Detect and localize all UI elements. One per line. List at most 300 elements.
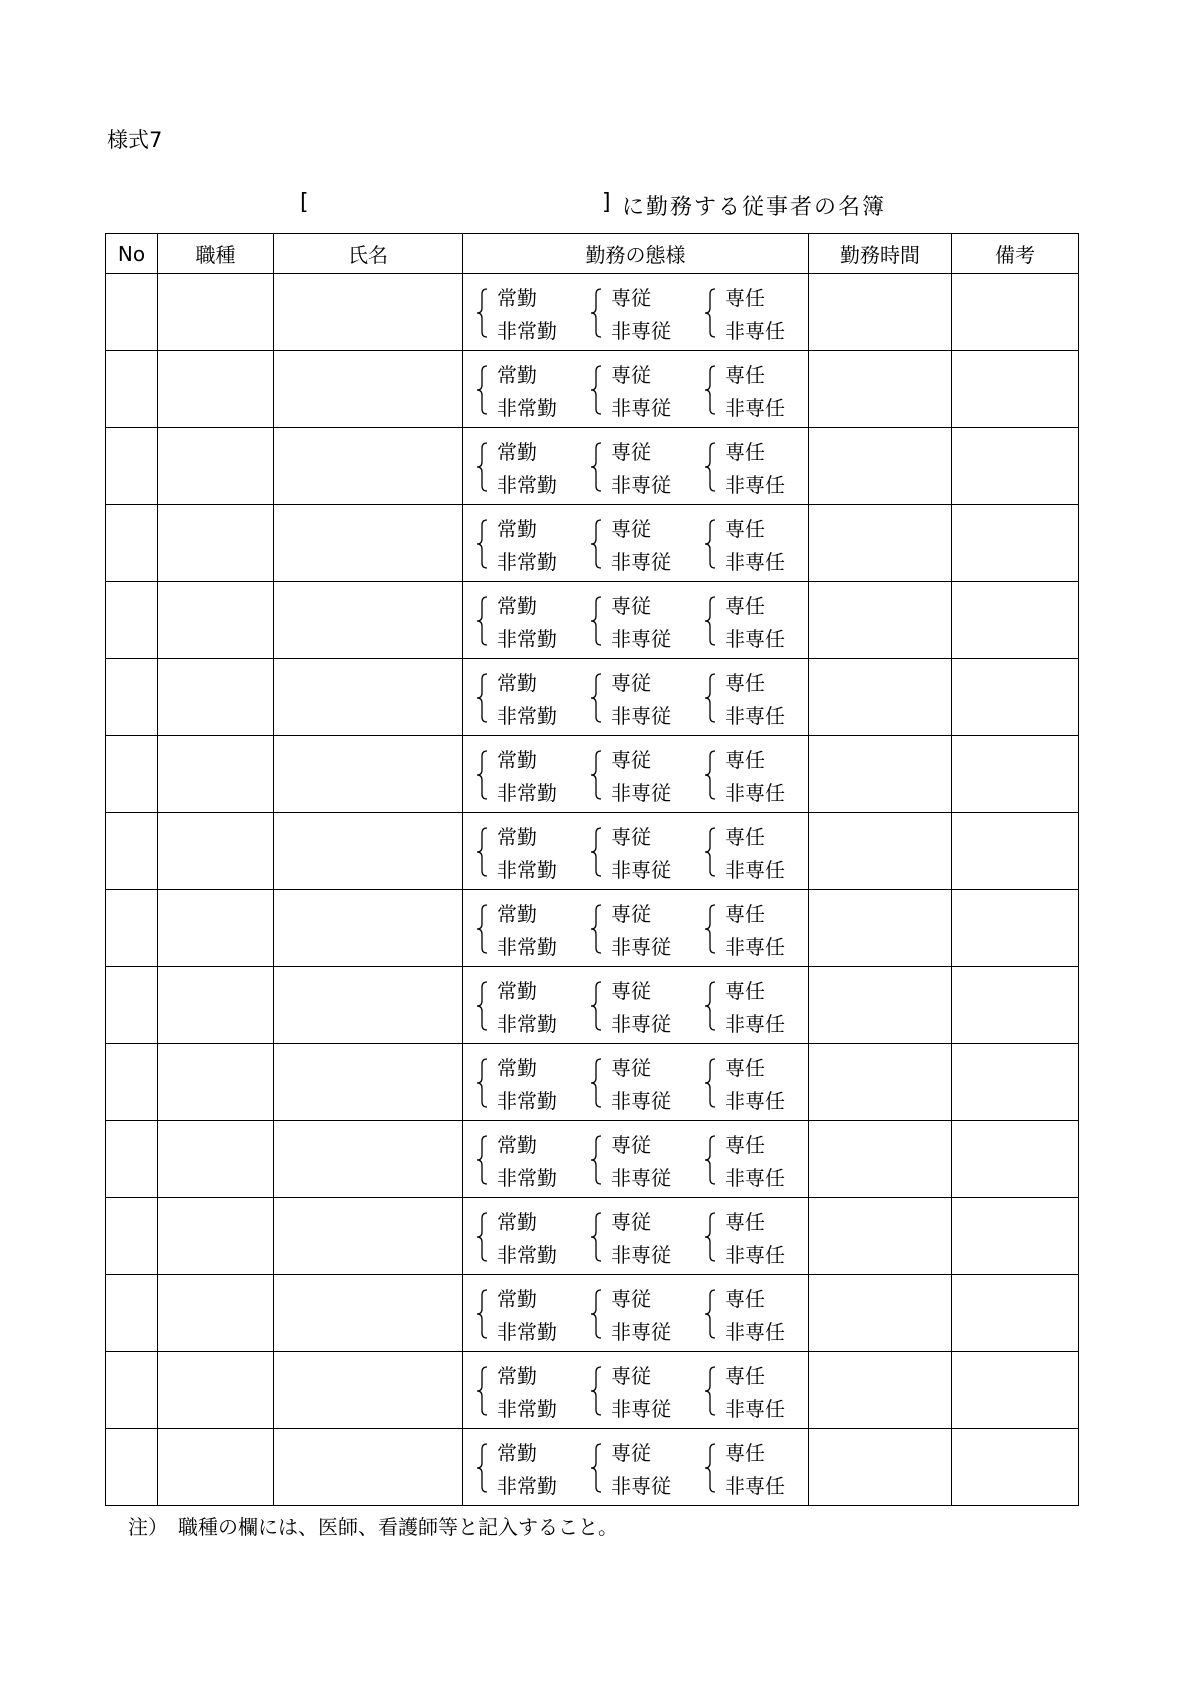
cell-work-mode [463,1275,809,1352]
cell-no[interactable] [106,274,158,351]
work-mode-option-top: 専任 [725,1441,765,1465]
cell-name[interactable] [274,890,463,967]
curly-brace-icon [701,515,721,573]
table-row [106,1121,1079,1198]
work-mode-option-bottom: 非常勤 [497,1089,557,1113]
work-mode-option-bottom: 非常勤 [497,1320,557,1344]
work-mode-option-bottom: 非専従 [611,1474,671,1498]
curly-brace-icon [587,361,607,419]
work-mode-option-bottom: 非専従 [611,1012,671,1036]
work-mode-choice-3 [701,1129,801,1189]
work-mode-choice-2 [587,359,687,419]
work-mode-choice-3 [701,590,801,650]
cell-no[interactable] [106,582,158,659]
header-remarks: 備考 [952,234,1079,274]
curly-brace-icon [587,900,607,958]
work-mode-option-top: 専従 [611,671,651,695]
cell-name[interactable] [274,1121,463,1198]
cell-no[interactable] [106,967,158,1044]
work-mode-option-bottom: 非専従 [611,704,671,728]
work-mode-option-top: 常勤 [497,440,537,464]
cell-work-hours[interactable] [809,1429,952,1506]
curly-brace-icon [701,1131,721,1189]
table-row [106,274,1079,351]
work-mode-option-top: 専従 [611,517,651,541]
curly-brace-icon [587,1362,607,1420]
cell-work-mode [463,967,809,1044]
work-mode-option-bottom: 非常勤 [497,319,557,343]
cell-name[interactable] [274,736,463,813]
cell-work-mode [463,813,809,890]
work-mode-option-bottom: 非専従 [611,1320,671,1344]
cell-work-hours[interactable] [809,890,952,967]
cell-name[interactable] [274,428,463,505]
work-mode-option-bottom: 非専任 [725,704,785,728]
cell-job-type[interactable] [158,351,274,428]
work-mode-option-top: 専従 [611,286,651,310]
curly-brace-icon [701,1054,721,1112]
work-mode-choice-3 [701,1052,801,1112]
curly-brace-icon [587,592,607,650]
cell-remarks[interactable] [952,967,1079,1044]
work-mode-option-bottom: 非専任 [725,1243,785,1267]
work-mode-option-top: 常勤 [497,1364,537,1388]
work-mode-option-top: 専従 [611,748,651,772]
curly-brace-icon [701,438,721,496]
work-mode-option-bottom: 非専任 [725,1089,785,1113]
cell-job-type[interactable] [158,1121,274,1198]
work-mode-option-bottom: 非専従 [611,627,671,651]
work-mode-choice-1 [473,975,573,1035]
curly-brace-icon [473,977,493,1035]
cell-job-type[interactable] [158,428,274,505]
cell-work-hours[interactable] [809,505,952,582]
curly-brace-icon [587,823,607,881]
cell-name[interactable] [274,582,463,659]
curly-brace-icon [587,669,607,727]
cell-work-mode [463,274,809,351]
table-row [106,351,1079,428]
work-mode-option-top: 専任 [725,902,765,926]
curly-brace-icon [701,592,721,650]
work-mode-option-top: 常勤 [497,1210,537,1234]
work-mode-option-top: 常勤 [497,748,537,772]
cell-work-mode [463,582,809,659]
table-row [106,736,1079,813]
cell-work-hours[interactable] [809,1198,952,1275]
table-row [106,1429,1079,1506]
work-mode-option-top: 専従 [611,1133,651,1157]
work-mode-option-bottom: 非専従 [611,781,671,805]
cell-work-mode [463,505,809,582]
work-mode-option-bottom: 非専任 [725,627,785,651]
cell-work-mode [463,1352,809,1429]
work-mode-choice-3 [701,821,801,881]
curly-brace-icon [587,438,607,496]
work-mode-option-bottom: 非常勤 [497,1012,557,1036]
work-mode-option-top: 常勤 [497,902,537,926]
cell-work-mode [463,659,809,736]
work-mode-option-top: 専従 [611,1441,651,1465]
work-mode-option-bottom: 非専任 [725,1166,785,1190]
cell-job-type[interactable] [158,1352,274,1429]
cell-name[interactable] [274,1198,463,1275]
curly-brace-icon [473,1439,493,1497]
work-mode-option-top: 専任 [725,1210,765,1234]
cell-remarks[interactable] [952,890,1079,967]
curly-brace-icon [701,823,721,881]
work-mode-option-top: 専任 [725,1287,765,1311]
table-row [106,813,1079,890]
work-mode-choice-3 [701,667,801,727]
cell-name[interactable] [274,1275,463,1352]
curly-brace-icon [587,746,607,804]
title-open-bracket: [ [300,190,309,215]
cell-work-hours[interactable] [809,274,952,351]
cell-work-mode [463,351,809,428]
cell-work-mode [463,428,809,505]
work-mode-choice-1 [473,744,573,804]
work-mode-choice-2 [587,1129,687,1189]
work-mode-choice-2 [587,898,687,958]
cell-work-hours[interactable] [809,1275,952,1352]
cell-remarks[interactable] [952,1198,1079,1275]
table-row [106,1275,1079,1352]
cell-job-type[interactable] [158,813,274,890]
work-mode-choice-2 [587,282,687,342]
cell-job-type[interactable] [158,1198,274,1275]
cell-no[interactable] [106,813,158,890]
work-mode-option-bottom: 非専任 [725,1397,785,1421]
header-name: 氏名 [274,234,463,274]
curly-brace-icon [587,1131,607,1189]
work-mode-choice-1 [473,436,573,496]
cell-work-mode [463,1044,809,1121]
work-mode-option-bottom: 非常勤 [497,1474,557,1498]
work-mode-choice-3 [701,513,801,573]
work-mode-option-bottom: 非専任 [725,1474,785,1498]
work-mode-choice-1 [473,1437,573,1497]
table-header-row [106,234,1079,274]
curly-brace-icon [701,284,721,342]
cell-job-type[interactable] [158,659,274,736]
cell-job-type[interactable] [158,967,274,1044]
table-body [106,274,1079,1506]
curly-brace-icon [473,823,493,881]
header-work-hours: 勤務時間 [809,234,952,274]
work-mode-choice-2 [587,667,687,727]
curly-brace-icon [473,1285,493,1343]
cell-no[interactable] [106,1275,158,1352]
table-row [106,582,1079,659]
cell-remarks[interactable] [952,1352,1079,1429]
work-mode-choice-2 [587,590,687,650]
work-mode-option-top: 常勤 [497,979,537,1003]
curly-brace-icon [701,1285,721,1343]
cell-job-type[interactable] [158,890,274,967]
curly-brace-icon [473,361,493,419]
work-mode-option-bottom: 非専任 [725,935,785,959]
cell-no[interactable] [106,505,158,582]
work-mode-choice-1 [473,1283,573,1343]
curly-brace-icon [701,1208,721,1266]
work-mode-option-bottom: 非常勤 [497,858,557,882]
cell-job-type[interactable] [158,1044,274,1121]
work-mode-choice-1 [473,667,573,727]
cell-name[interactable] [274,351,463,428]
curly-brace-icon [701,1362,721,1420]
cell-work-hours[interactable] [809,582,952,659]
work-mode-choice-3 [701,1283,801,1343]
cell-name[interactable] [274,813,463,890]
work-mode-option-top: 常勤 [497,1056,537,1080]
cell-no[interactable] [106,351,158,428]
cell-job-type[interactable] [158,1429,274,1506]
work-mode-option-bottom: 非専任 [725,319,785,343]
cell-work-mode [463,1121,809,1198]
work-mode-option-bottom: 非専従 [611,858,671,882]
work-mode-option-top: 常勤 [497,1287,537,1311]
work-mode-option-top: 専任 [725,363,765,387]
cell-job-type[interactable] [158,505,274,582]
work-mode-option-top: 常勤 [497,825,537,849]
cell-work-mode [463,736,809,813]
work-mode-choice-1 [473,821,573,881]
cell-work-hours[interactable] [809,813,952,890]
cell-name[interactable] [274,1044,463,1121]
work-mode-option-bottom: 非常勤 [497,627,557,651]
cell-no[interactable] [106,659,158,736]
work-mode-choice-1 [473,1360,573,1420]
work-mode-choice-3 [701,436,801,496]
cell-remarks[interactable] [952,659,1079,736]
cell-remarks[interactable] [952,1429,1079,1506]
cell-job-type[interactable] [158,736,274,813]
curly-brace-icon [473,1362,493,1420]
cell-work-mode [463,1429,809,1506]
cell-job-type[interactable] [158,1275,274,1352]
work-mode-option-top: 専任 [725,979,765,1003]
work-mode-choice-3 [701,282,801,342]
work-mode-option-top: 専任 [725,1364,765,1388]
work-mode-option-bottom: 非専従 [611,319,671,343]
cell-name[interactable] [274,967,463,1044]
curly-brace-icon [473,1054,493,1112]
cell-remarks[interactable] [952,351,1079,428]
cell-remarks[interactable] [952,1121,1079,1198]
cell-name[interactable] [274,274,463,351]
curly-brace-icon [587,1439,607,1497]
curly-brace-icon [473,438,493,496]
work-mode-choice-2 [587,436,687,496]
curly-brace-icon [587,1208,607,1266]
work-mode-option-top: 専任 [725,748,765,772]
work-mode-option-bottom: 非専従 [611,1089,671,1113]
work-mode-choice-1 [473,513,573,573]
work-mode-option-top: 専任 [725,1133,765,1157]
cell-no[interactable] [106,1044,158,1121]
curly-brace-icon [473,515,493,573]
work-mode-option-top: 常勤 [497,286,537,310]
work-mode-option-bottom: 非専任 [725,473,785,497]
cell-work-hours[interactable] [809,1044,952,1121]
cell-name[interactable] [274,1352,463,1429]
work-mode-option-bottom: 非専従 [611,935,671,959]
cell-no[interactable] [106,428,158,505]
work-mode-choice-2 [587,744,687,804]
work-mode-option-bottom: 非常勤 [497,1166,557,1190]
work-mode-option-top: 常勤 [497,594,537,618]
work-mode-option-top: 専従 [611,1364,651,1388]
work-mode-option-top: 専任 [725,594,765,618]
work-mode-option-top: 専任 [725,671,765,695]
cell-work-mode [463,890,809,967]
work-mode-choice-3 [701,1206,801,1266]
cell-name[interactable] [274,505,463,582]
cell-remarks[interactable] [952,1044,1079,1121]
work-mode-option-bottom: 非常勤 [497,550,557,574]
work-mode-option-top: 専従 [611,594,651,618]
cell-work-hours[interactable] [809,428,952,505]
work-mode-option-bottom: 非専従 [611,550,671,574]
curly-brace-icon [473,592,493,650]
work-mode-option-bottom: 非常勤 [497,473,557,497]
work-mode-choice-3 [701,1360,801,1420]
work-mode-option-top: 専従 [611,440,651,464]
curly-brace-icon [701,361,721,419]
table-row [106,967,1079,1044]
cell-no[interactable] [106,736,158,813]
work-mode-option-top: 専従 [611,1287,651,1311]
cell-name[interactable] [274,659,463,736]
work-mode-choice-2 [587,513,687,573]
footnote: 注） 職種の欄には、医師、看護師等と記入すること。 [128,1515,618,1539]
cell-remarks[interactable] [952,1275,1079,1352]
work-mode-option-bottom: 非専任 [725,396,785,420]
curly-brace-icon [587,515,607,573]
work-mode-option-bottom: 非専従 [611,1243,671,1267]
cell-name[interactable] [274,1429,463,1506]
cell-remarks[interactable] [952,736,1079,813]
curly-brace-icon [701,900,721,958]
work-mode-choice-2 [587,975,687,1035]
cell-remarks[interactable] [952,505,1079,582]
work-mode-option-bottom: 非常勤 [497,1243,557,1267]
table-row [106,505,1079,582]
curly-brace-icon [701,977,721,1035]
work-mode-option-bottom: 非専任 [725,550,785,574]
work-mode-choice-1 [473,1206,573,1266]
title-close-bracket: ] [602,190,611,215]
work-mode-choice-2 [587,821,687,881]
curly-brace-icon [473,900,493,958]
header-work-mode: 勤務の態様 [463,234,809,274]
work-mode-option-bottom: 非常勤 [497,704,557,728]
cell-no[interactable] [106,1198,158,1275]
work-mode-choice-1 [473,359,573,419]
cell-remarks[interactable] [952,582,1079,659]
table-row [106,1044,1079,1121]
cell-work-hours[interactable] [809,1121,952,1198]
work-mode-option-bottom: 非専任 [725,781,785,805]
work-mode-option-bottom: 非常勤 [497,781,557,805]
work-mode-option-top: 専任 [725,1056,765,1080]
work-mode-choice-2 [587,1360,687,1420]
work-mode-option-top: 専従 [611,1210,651,1234]
cell-no[interactable] [106,890,158,967]
curly-brace-icon [473,284,493,342]
work-mode-option-top: 専任 [725,825,765,849]
cell-remarks[interactable] [952,274,1079,351]
cell-work-hours[interactable] [809,736,952,813]
curly-brace-icon [587,977,607,1035]
work-mode-option-bottom: 非常勤 [497,935,557,959]
work-mode-choice-2 [587,1206,687,1266]
work-mode-option-top: 専従 [611,825,651,849]
work-mode-option-bottom: 非専任 [725,1320,785,1344]
table-row [106,659,1079,736]
cell-work-mode [463,1198,809,1275]
work-mode-option-top: 常勤 [497,363,537,387]
curly-brace-icon [473,1208,493,1266]
cell-work-hours[interactable] [809,1352,952,1429]
cell-work-hours[interactable] [809,659,952,736]
work-mode-choice-1 [473,590,573,650]
work-mode-option-top: 常勤 [497,517,537,541]
table-row [106,1198,1079,1275]
cell-job-type[interactable] [158,582,274,659]
work-mode-option-top: 専従 [611,363,651,387]
cell-work-hours[interactable] [809,967,952,1044]
work-mode-option-bottom: 非常勤 [497,396,557,420]
work-mode-option-top: 常勤 [497,1133,537,1157]
work-mode-option-bottom: 非専任 [725,858,785,882]
work-mode-option-bottom: 非常勤 [497,1397,557,1421]
work-mode-option-top: 常勤 [497,1441,537,1465]
cell-no[interactable] [106,1121,158,1198]
header-no: No [106,234,158,274]
work-mode-option-top: 専任 [725,440,765,464]
work-mode-option-bottom: 非専従 [611,1397,671,1421]
work-mode-option-top: 常勤 [497,671,537,695]
table-row [106,1352,1079,1429]
curly-brace-icon [701,669,721,727]
curly-brace-icon [701,746,721,804]
work-mode-option-bottom: 非専任 [725,1012,785,1036]
curly-brace-icon [587,1285,607,1343]
cell-remarks[interactable] [952,428,1079,505]
cell-no[interactable] [106,1352,158,1429]
table-row [106,890,1079,967]
cell-no[interactable] [106,1429,158,1506]
cell-remarks[interactable] [952,813,1079,890]
title-text: に勤務する従事者の名簿 [622,195,887,220]
work-mode-choice-1 [473,1052,573,1112]
work-mode-option-top: 専従 [611,1056,651,1080]
form-label: 様式7 [107,128,163,152]
cell-job-type[interactable] [158,274,274,351]
curly-brace-icon [587,284,607,342]
work-mode-choice-1 [473,1129,573,1189]
work-mode-choice-2 [587,1052,687,1112]
work-mode-option-top: 専従 [611,902,651,926]
work-mode-choice-3 [701,744,801,804]
staff-roster-table [105,233,1079,1506]
curly-brace-icon [701,1439,721,1497]
curly-brace-icon [473,1131,493,1189]
work-mode-option-top: 専任 [725,286,765,310]
cell-work-hours[interactable] [809,351,952,428]
